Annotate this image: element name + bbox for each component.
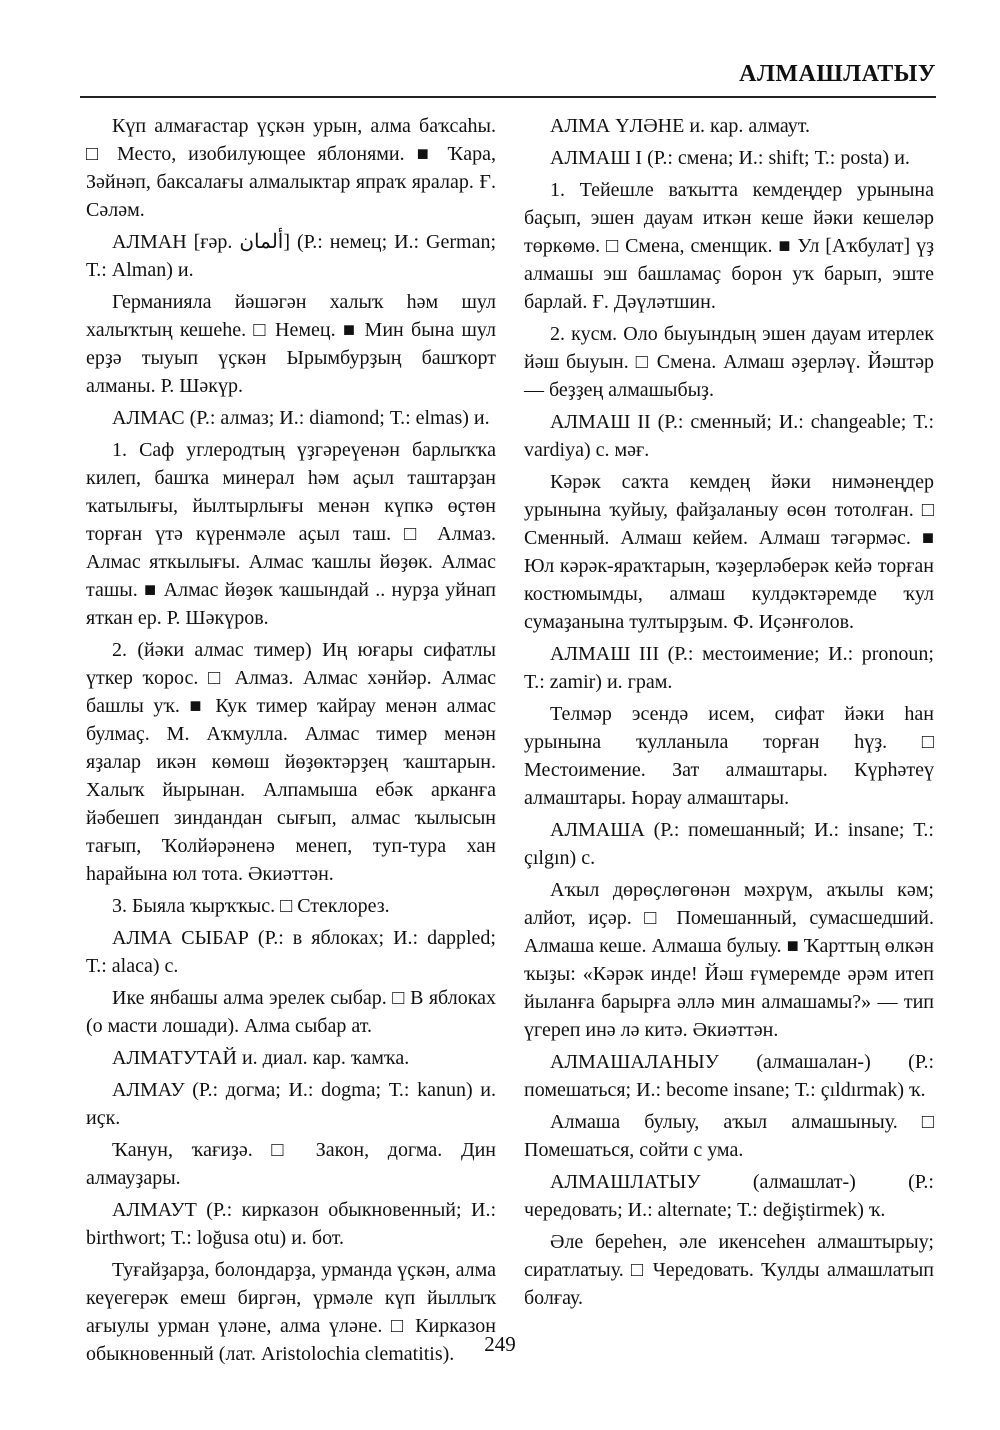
- entry-paragraph: АЛМАУТ (Р.: кирказон обыкновенный; И.: birthwort; Т.: loğusa otu) и. бот.: [86, 1199, 496, 1249]
- entry-paragraph: Туғайҙарҙа, болондарҙа, урманда үҫкән, алма кеүегерәк емеш биргән, үрмәле күп йыллыҡ ағыулы урман үләне, алма үләне. □ Кирказон обыкновенный (лат. Aristolochia clematitis).: [86, 1259, 496, 1365]
- entry-paragraph: АЛМАША (Р.: помешанный; И.: insane; Т.: çılgın) с.: [524, 819, 934, 869]
- right-column: [524, 112, 934, 1316]
- entry-paragraph: АЛМАШЛАТЫУ (алмашлат-) (Р.: чередовать; И.: alternate; Т.: değiştirmek) ҡ.: [524, 1171, 934, 1221]
- entry-paragraph: АЛМАШ I (Р.: смена; И.: shift; Т.: posta) и.: [550, 147, 910, 169]
- entry-paragraph: 1. Тейешле ваҡытта кемдеңдер урынына баҫып, эшен дауам иткән кеше йәки кешеләр төркөмө. □ Смена, сменщик. ■ Ул [Аҡбулат] үҙ алмашы эш башламаҫ борон уҡ барып, эште барлай. Ғ. Дәүләтшин.: [524, 179, 934, 313]
- entry-paragraph: АЛМАШ III (Р.: местоимение; И.: pronoun; Т.: zamir) и. грам.: [524, 643, 934, 693]
- entry-paragraph: 3. Быяла ҡырҡҡыс. □ Стеклорез.: [112, 895, 390, 917]
- entry-paragraph: Алмаша булыу, аҡыл алмашыныу. □ Помешаться, сойти с ума.: [524, 1111, 934, 1161]
- running-head-title: АЛМАШЛАТЫУ: [739, 61, 936, 87]
- entry-paragraph: АЛМАШАЛАНЫУ (алмашалан-) (Р.: помешаться; И.: become insane; Т.: çıldırmak) ҡ.: [524, 1051, 934, 1101]
- entry-paragraph: АЛМА СЫБАР (Р.: в яблоках; И.: dappled; Т.: alaca) с.: [86, 927, 496, 977]
- entry-paragraph: Кәрәк саҡта кемдең йәки нимәнеңдер урынына ҡуйыу, файҙаланыу өсөн тотолған. □ Сменный. Алмаш кейем. Алмаш тәгәрмәс. ■ Юл кәрәк-яраҡтарын, ҡәҙерләберәк кейә торған костюмымды, алмаш кулдәктәремде ҡул сумаҙанына тултырҙым. Ф. Иҫәнғолов.: [524, 471, 934, 633]
- page-number: 249: [484, 1332, 516, 1356]
- entry-paragraph: 1. Саф углеродтың үҙгәреүенән барлыҡҡа килеп, башҡа минерал һәм аҫыл таштарҙан ҡатылығы, йылтырлығы менән күпкә өҫтөн торған үтә күренмәле аҫыл таш. □ Алмаз. Алмас яткылығы. Алмас ҡашлы йөҙөк. Алмас ташы. ■ Алмас йөҙөк ҡашындай .. нурҙа уйнап яткан ер. Р. Шәкүров.: [86, 439, 496, 629]
- entry-paragraph: 2. (йәки алмас тимер) Иң юғары сифатлы үткер ҡорос. □ Алмаз. Алмас хәнйәр. Алмас башлы уҡ. ■ Кук тимер ҡайрау менән алмас булмаҫ. М. Аҡмулла. Алмас тимер менән яҙалар икән көмөш йөҙөктәрҙең ҡаштарын. Халыҡ йырынан. Алпамыша ебәк арканға йәбешеп зиндандан сығып, алмас ҡылысын тағып, Ҡолйәрәненә менеп, туп-тура хан һарайына юл тота. Әкиәттән.: [86, 639, 496, 885]
- entry-paragraph: Күп алмағастар үҫкән урын, алма баҡсаһы. □ Место, изобилующее яблонями. ■ Ҡара, Зәйнәп, баксалағы алмалыктар япраҡ яралар. Ғ. Сәләм.: [86, 115, 496, 221]
- entry-paragraph: Ҡанун, ҡағиҙә. □ Закон, догма. Дин алмауҙары.: [86, 1139, 496, 1189]
- entry-paragraph: АЛМАН [ғәр. ألمان] (Р.: немец; И.: German; Т.: Alman) и.: [86, 231, 497, 281]
- entry-paragraph: Аҡыл дөрөҫлөгөнән мәхрүм, аҡылы кәм; алйот, иҫәр. □ Помешанный, сумасшедший. Алмаша кеше. Алмаша булыу. ■ Ҡарттың өлкән ҡыҙы: «Кәрәк инде! Йәш ғүмеремде әрәм итеп йыланға барырға әллә мин алмашамы?» — тип үгереп инә лә китә. Әкиәттән.: [524, 879, 934, 1041]
- entry-paragraph: Ике янбашы алма эрелек сыбар. □ В яблоках (о масти лошади). Алма сыбар ат.: [86, 987, 496, 1037]
- entry-paragraph: АЛМА ҮЛӘНЕ и. кар. алмаут.: [550, 115, 810, 137]
- running-head: [80, 40, 936, 98]
- entry-paragraph: АЛМАШ II (Р.: сменный; И.: changeable; Т.: vardiya) с. мәғ.: [524, 411, 934, 461]
- entry-paragraph: АЛМАУ (Р.: догма; И.: dogma; Т.: kanun) и. иҫк.: [86, 1079, 497, 1129]
- entry-paragraph: АЛМАТУТАЙ и. диал. кар. ҡамҡа.: [112, 1047, 410, 1069]
- entry-paragraph: 2. кусм. Оло быуындың эшен дауам итерлек йәш быуын. □ Смена. Алмаш әҙерләү. Йәштәр — беҙҙең алмашыбыҙ.: [524, 323, 934, 401]
- entry-paragraph: Германияла йәшәгән халыҡ һәм шул халыҡтың кешеһе. □ Немец. ■ Мин бына шул ерҙә тыуып үҫкән Ырымбурҙың башҡорт алманы. Р. Шәкүр.: [86, 291, 496, 397]
- entry-paragraph: АЛМАС (Р.: алмаз; И.: diamond; Т.: elmas) и.: [112, 407, 490, 429]
- entry-paragraph: Әле береһен, әле икенсеһен алмаштырыу; сиратлатыу. □ Чередовать. Ҡулды алмашлатып болғау.: [524, 1231, 934, 1309]
- entry-paragraph: Телмәр эсендә исем, сифат йәки һан урынына ҡулланыла торған һүҙ. □ Местоимение. Зат алмаштары. Күрһәтеү алмаштары. Һорау алмаштары.: [524, 703, 934, 809]
- left-column: [86, 112, 496, 1372]
